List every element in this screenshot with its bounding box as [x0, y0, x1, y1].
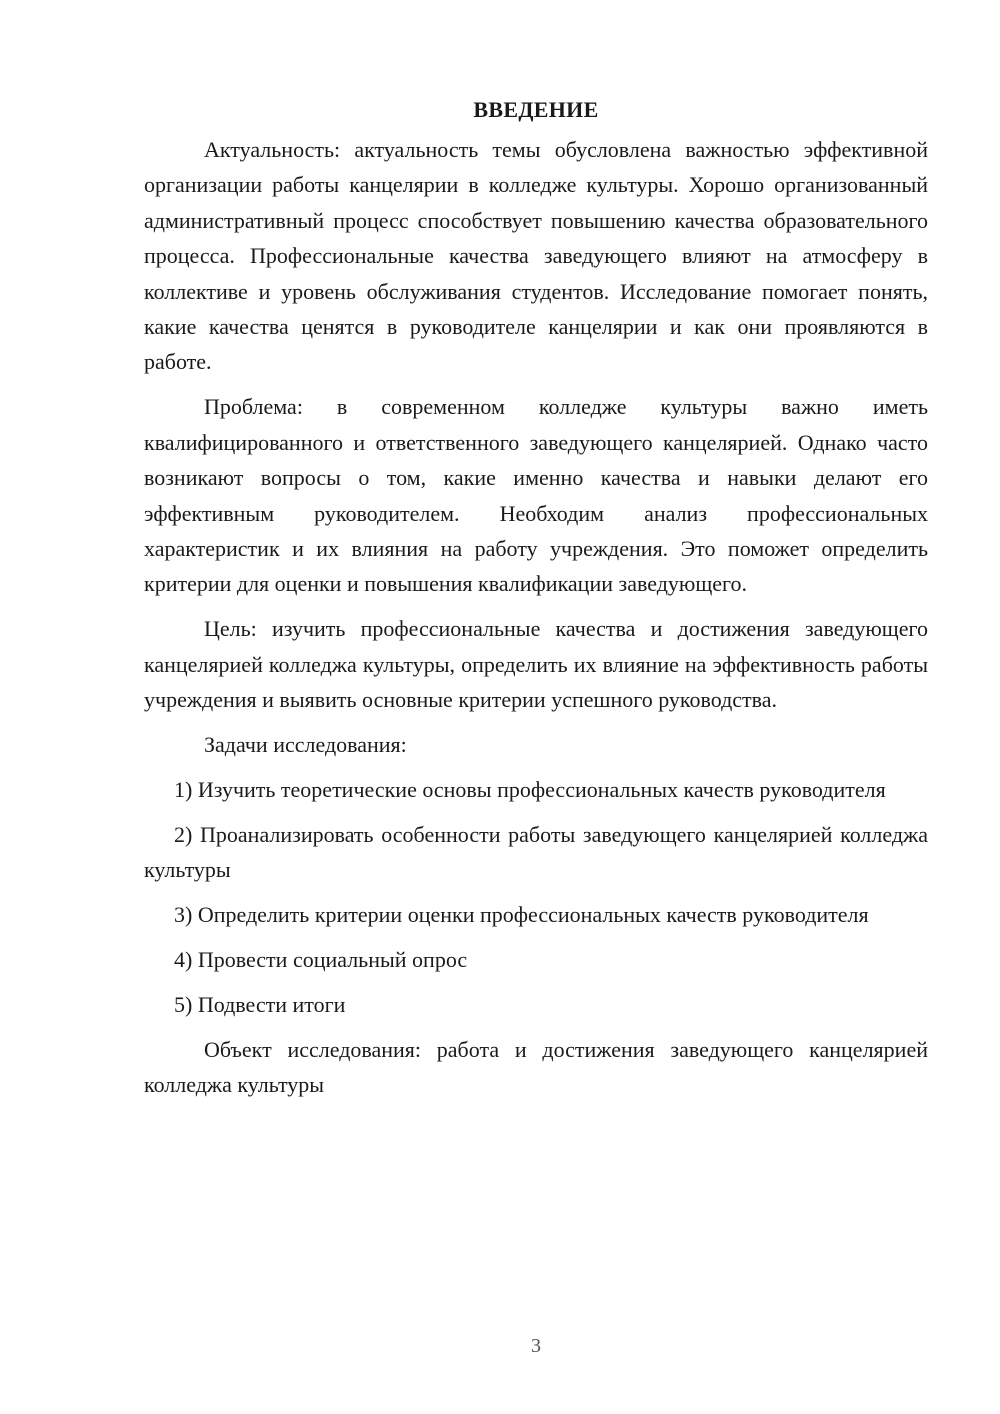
- task-item-1: 1) Изучить теоретические основы профессиональных качеств руководителя: [174, 776, 886, 802]
- task-item-3: 3) Определить критерии оценки профессиональных качеств руководителя: [174, 902, 869, 928]
- object-paragraph: Объект исследования: работа и достижения заведующего канцелярией колледжа культуры: [144, 1036, 928, 1098]
- page-number: 3: [531, 1335, 541, 1357]
- task-list: [144, 772, 928, 1022]
- task-item-2: 2) Проанализировать особенности работы заведующего канцелярией колледжа культуры: [144, 821, 928, 883]
- problem-paragraph: Проблема: в современном колледже культуры важно иметь квалифицированного и ответственного заведующего канцелярией. Однако часто возникают вопросы о том, какие именно качества и навыки делают его эффективным руководителем. Необходим анализ профессиональных характеристик и их влияния на работу учреждения. Это поможет определить критерии для оценки и повышения квалификации заведующего.: [144, 394, 928, 597]
- goal-paragraph: Цель: изучить профессиональные качества и достижения заведующего канцелярией колледжа культуры, определить их влияние на эффективность работы учреждения и выявить основные критерии успешного руководства.: [144, 616, 928, 713]
- section-heading: ВВЕДЕНИЕ: [473, 97, 599, 122]
- task-item-5: 5) Подвести итоги: [174, 991, 346, 1017]
- task-item-4: 4) Провести социальный опрос: [174, 947, 468, 973]
- relevance-paragraph: Актуальность: актуальность темы обусловлена важностью эффективной организации работы канцелярии в колледже культуры. Хорошо организованный административный процесс способствует повышению качества образовательного процесса. Профессиональные качества заведующего влияют на атмосферу в коллективе и уровень обслуживания студентов. Исследование помогает понять, какие качества ценятся в руководителе канцелярии и как они проявляются в работе.: [144, 137, 928, 375]
- tasks-heading: Задачи исследования:: [204, 732, 407, 757]
- document-body: [144, 92, 928, 1112]
